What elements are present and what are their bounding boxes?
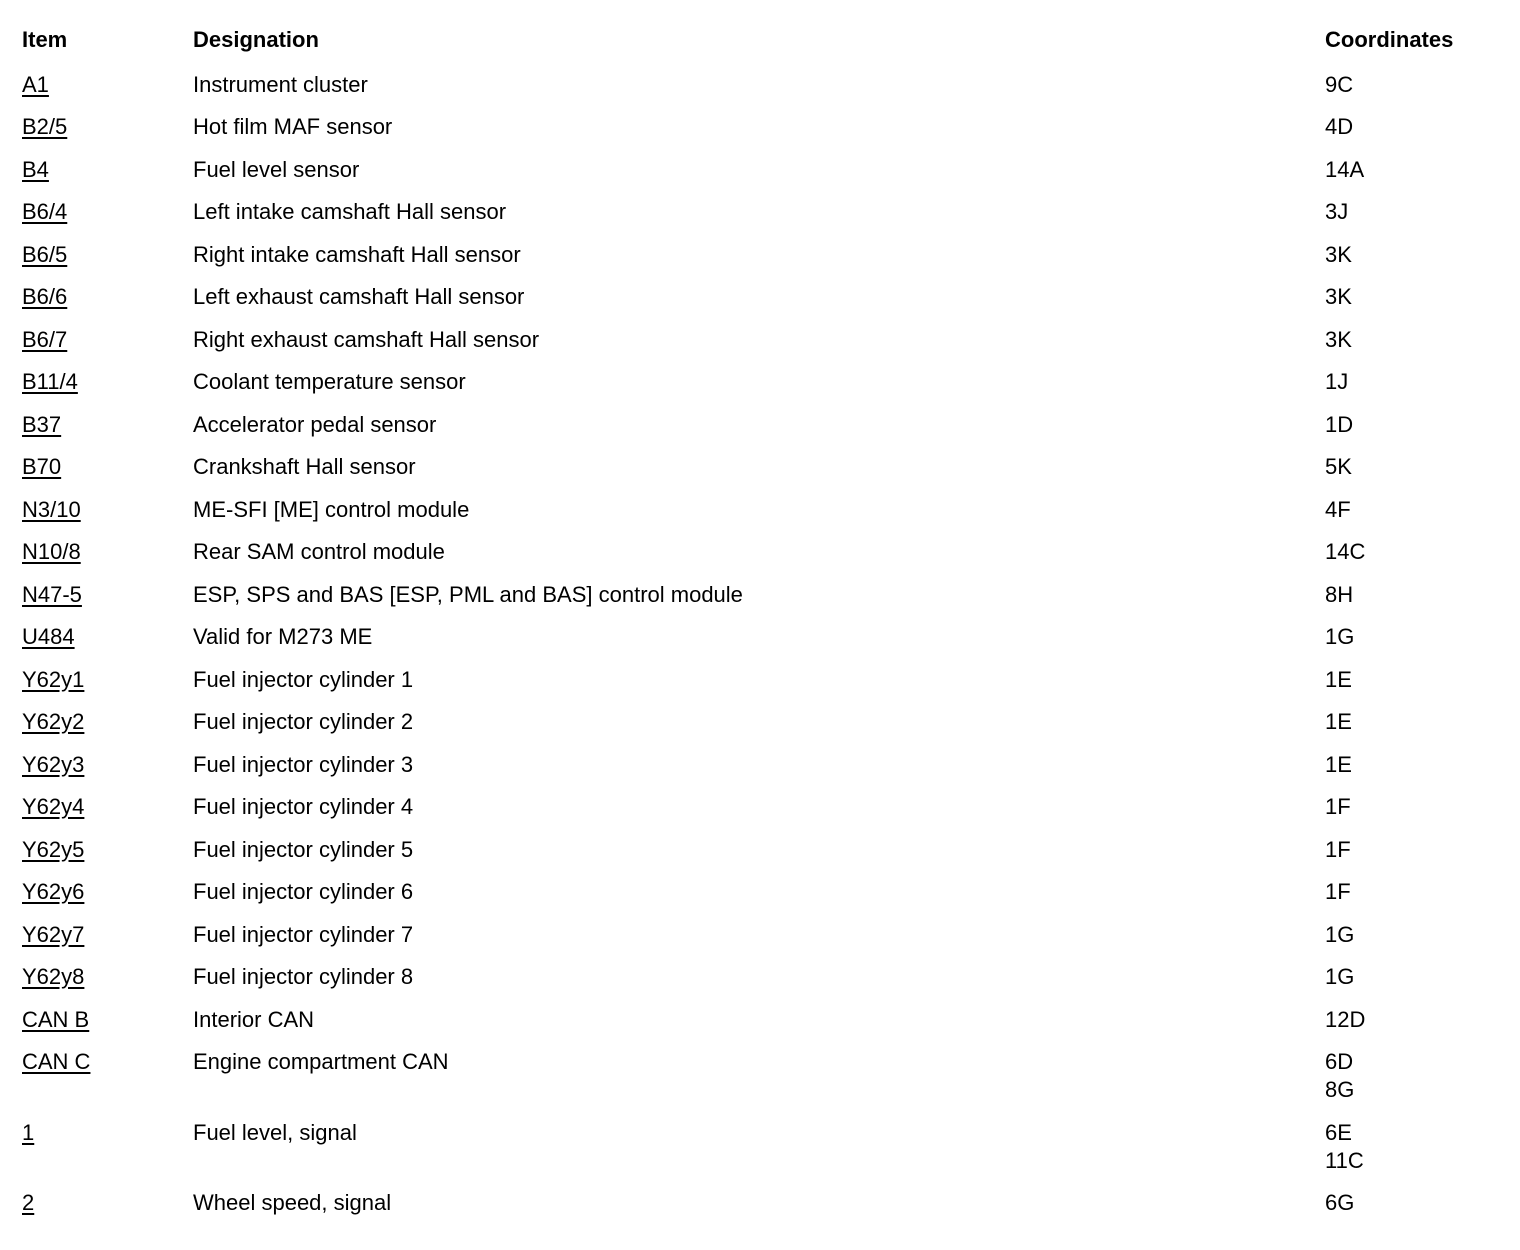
coordinates-cell <box>1325 496 1502 524</box>
item-link[interactable]: N3/10 <box>22 496 81 522</box>
item-cell <box>22 113 193 141</box>
coordinates-cell <box>1325 71 1502 99</box>
item-cell <box>22 496 193 524</box>
designation-cell: ME-SFI [ME] control module <box>193 496 470 522</box>
coordinate-value: 1E <box>1325 751 1352 777</box>
designation-cell: Instrument cluster <box>193 71 368 97</box>
table-row <box>22 963 1502 991</box>
designation-cell: Engine compartment CAN <box>193 1049 449 1074</box>
coordinates-cell <box>1325 1048 1502 1104</box>
coordinate-value: 1E <box>1325 666 1352 692</box>
coordinates-cell <box>1325 623 1502 651</box>
item-cell <box>22 1048 193 1076</box>
coordinate-value: 3K <box>1325 241 1352 267</box>
item-link[interactable]: CAN B <box>22 1006 90 1032</box>
coordinate-value: 6D <box>1325 1049 1354 1074</box>
item-link[interactable]: B70 <box>22 454 62 479</box>
coordinate-value: 14A <box>1325 156 1365 182</box>
designation-cell: Crankshaft Hall sensor <box>193 454 416 479</box>
designation-cell: Fuel injector cylinder 8 <box>193 964 414 989</box>
coordinates-cell <box>1325 1189 1502 1217</box>
designation-cell: Fuel injector cylinder 3 <box>193 751 414 777</box>
coordinate-value: 1J <box>1325 369 1349 394</box>
item-link[interactable]: 2 <box>22 1190 35 1215</box>
item-cell <box>22 878 193 906</box>
item-cell <box>22 71 193 99</box>
table-row <box>22 496 1502 524</box>
table-row <box>22 623 1502 651</box>
header-designation: Designation <box>193 27 319 52</box>
designation-cell: Right intake camshaft Hall sensor <box>193 241 521 267</box>
item-cell <box>22 368 193 396</box>
coordinates-cell <box>1325 751 1502 779</box>
item-cell <box>22 666 193 694</box>
coordinates-cell <box>1325 156 1502 184</box>
item-link[interactable]: N10/8 <box>22 539 81 564</box>
table-row <box>22 1189 1502 1217</box>
item-link[interactable]: B6/5 <box>22 241 68 267</box>
coordinates-cell <box>1325 793 1502 821</box>
table-row <box>22 241 1502 269</box>
coordinates-cell <box>1325 836 1502 864</box>
designation-cell: Rear SAM control module <box>193 539 445 564</box>
item-cell <box>22 963 193 991</box>
table-row <box>22 581 1502 609</box>
item-cell <box>22 1189 193 1217</box>
designation-cell: Fuel injector cylinder 5 <box>193 836 414 862</box>
coordinate-value: 11C <box>1325 1147 1364 1173</box>
table-row <box>22 368 1502 396</box>
item-cell <box>22 198 193 226</box>
coordinate-value: 8G <box>1325 1077 1355 1102</box>
item-cell <box>22 1119 193 1147</box>
item-link[interactable]: Y62y2 <box>22 709 85 734</box>
coordinate-value: 1F <box>1325 836 1351 862</box>
coordinates-cell <box>1325 198 1502 226</box>
item-link[interactable]: B6/4 <box>22 199 68 224</box>
coordinates-cell <box>1325 963 1502 991</box>
item-cell <box>22 581 193 609</box>
table-row <box>22 793 1502 821</box>
coordinates-cell <box>1325 241 1502 269</box>
designation-cell: Fuel injector cylinder 2 <box>193 709 414 734</box>
coordinates-cell <box>1325 1006 1502 1034</box>
table-body <box>22 71 1502 1218</box>
coordinates-cell <box>1325 113 1502 141</box>
coordinate-value: 3K <box>1325 284 1352 309</box>
item-link[interactable]: Y62y6 <box>22 879 85 904</box>
designation-cell: Accelerator pedal sensor <box>193 411 437 437</box>
header-coordinates: Coordinates <box>1325 27 1454 52</box>
item-cell <box>22 326 193 354</box>
coordinate-value: 6E <box>1325 1119 1352 1145</box>
designation-cell: Left exhaust camshaft Hall sensor <box>193 284 525 309</box>
table-row <box>22 921 1502 949</box>
table-row <box>22 538 1502 566</box>
designation-cell: Fuel injector cylinder 7 <box>193 921 414 947</box>
coordinates-cell <box>1325 581 1502 609</box>
designation-cell: Left intake camshaft Hall sensor <box>193 199 507 224</box>
table-row <box>22 1006 1502 1034</box>
coordinates-cell <box>1325 708 1502 736</box>
coordinates-cell <box>1325 538 1502 566</box>
item-link[interactable]: CAN C <box>22 1049 91 1074</box>
coordinate-value: 1G <box>1325 624 1355 649</box>
header-item: Item <box>22 27 68 52</box>
coordinate-value: 1E <box>1325 709 1352 734</box>
table-row <box>22 411 1502 439</box>
item-link[interactable]: B6/6 <box>22 284 68 309</box>
coordinates-cell <box>1325 283 1502 311</box>
coordinates-cell <box>1325 453 1502 481</box>
coordinates-cell <box>1325 1119 1502 1175</box>
coordinates-cell <box>1325 878 1502 906</box>
item-link[interactable]: A1 <box>22 71 49 97</box>
item-link[interactable]: Y62y5 <box>22 836 85 862</box>
designation-cell: Fuel injector cylinder 6 <box>193 879 414 904</box>
coordinates-cell <box>1325 326 1502 354</box>
table-row <box>22 1048 1502 1104</box>
coordinate-value: 12D <box>1325 1006 1366 1032</box>
item-cell <box>22 793 193 821</box>
item-link[interactable]: Y62y4 <box>22 794 85 819</box>
table-row <box>22 113 1502 141</box>
table-row <box>22 453 1502 481</box>
coordinates-cell <box>1325 921 1502 949</box>
coordinate-value: 1D <box>1325 411 1354 437</box>
coordinate-value: 8H <box>1325 581 1354 607</box>
item-link[interactable]: 1 <box>22 1119 35 1145</box>
item-cell <box>22 836 193 864</box>
item-cell <box>22 283 193 311</box>
item-link[interactable]: Y62y3 <box>22 751 85 777</box>
coordinate-value: 1G <box>1325 921 1355 947</box>
item-cell <box>22 453 193 481</box>
item-cell <box>22 623 193 651</box>
designation-cell: Fuel level, signal <box>193 1119 357 1145</box>
designation-cell: ESP, SPS and BAS [ESP, PML and BAS] control module <box>193 581 743 607</box>
designation-cell: Hot film MAF sensor <box>193 114 393 139</box>
designation-cell: Wheel speed, signal <box>193 1190 392 1215</box>
table-header <box>22 26 1502 56</box>
designation-cell: Fuel injector cylinder 4 <box>193 794 414 819</box>
designation-cell: Valid for M273 ME <box>193 624 373 649</box>
coordinates-cell <box>1325 666 1502 694</box>
coordinate-value: 4F <box>1325 496 1351 522</box>
item-link[interactable]: B11/4 <box>22 369 78 394</box>
item-link[interactable]: N47-5 <box>22 581 82 607</box>
coordinate-value: 1F <box>1325 794 1351 819</box>
item-cell <box>22 1006 193 1034</box>
coordinate-value: 4D <box>1325 114 1354 139</box>
item-cell <box>22 156 193 184</box>
coordinate-value: 3K <box>1325 326 1352 352</box>
item-link[interactable]: B4 <box>22 156 49 182</box>
table-row <box>22 198 1502 226</box>
table-row <box>22 156 1502 184</box>
table-row <box>22 836 1502 864</box>
designation-cell: Coolant temperature sensor <box>193 369 466 394</box>
coordinate-value: 1G <box>1325 964 1355 989</box>
table-row <box>22 751 1502 779</box>
item-link[interactable]: Y62y7 <box>22 921 85 947</box>
coordinates-cell <box>1325 368 1502 396</box>
coordinates-cell <box>1325 411 1502 439</box>
item-link[interactable]: B37 <box>22 411 62 437</box>
coordinate-value: 5K <box>1325 454 1352 479</box>
coordinate-value: 1F <box>1325 879 1351 904</box>
table-row <box>22 283 1502 311</box>
item-link[interactable]: Y62y8 <box>22 964 85 989</box>
coordinate-value: 9C <box>1325 71 1354 97</box>
table-row <box>22 1119 1502 1175</box>
item-link[interactable]: B6/7 <box>22 326 68 352</box>
coordinate-value: 3J <box>1325 199 1349 224</box>
coordinate-value: 14C <box>1325 539 1366 564</box>
designation-cell: Right exhaust camshaft Hall sensor <box>193 326 540 352</box>
designation-cell: Fuel injector cylinder 1 <box>193 666 414 692</box>
item-cell <box>22 921 193 949</box>
table-row <box>22 878 1502 906</box>
table-row <box>22 666 1502 694</box>
table-row <box>22 326 1502 354</box>
coordinate-value: 6G <box>1325 1190 1355 1215</box>
designation-cell: Interior CAN <box>193 1006 315 1032</box>
item-cell <box>22 241 193 269</box>
legend-table <box>22 26 1502 1217</box>
item-link[interactable]: U484 <box>22 624 75 649</box>
item-cell <box>22 538 193 566</box>
designation-cell: Fuel level sensor <box>193 156 360 182</box>
table-row <box>22 708 1502 736</box>
item-cell <box>22 411 193 439</box>
item-cell <box>22 708 193 736</box>
table-row <box>22 71 1502 99</box>
item-cell <box>22 751 193 779</box>
item-link[interactable]: B2/5 <box>22 114 68 139</box>
item-link[interactable]: Y62y1 <box>22 666 85 692</box>
